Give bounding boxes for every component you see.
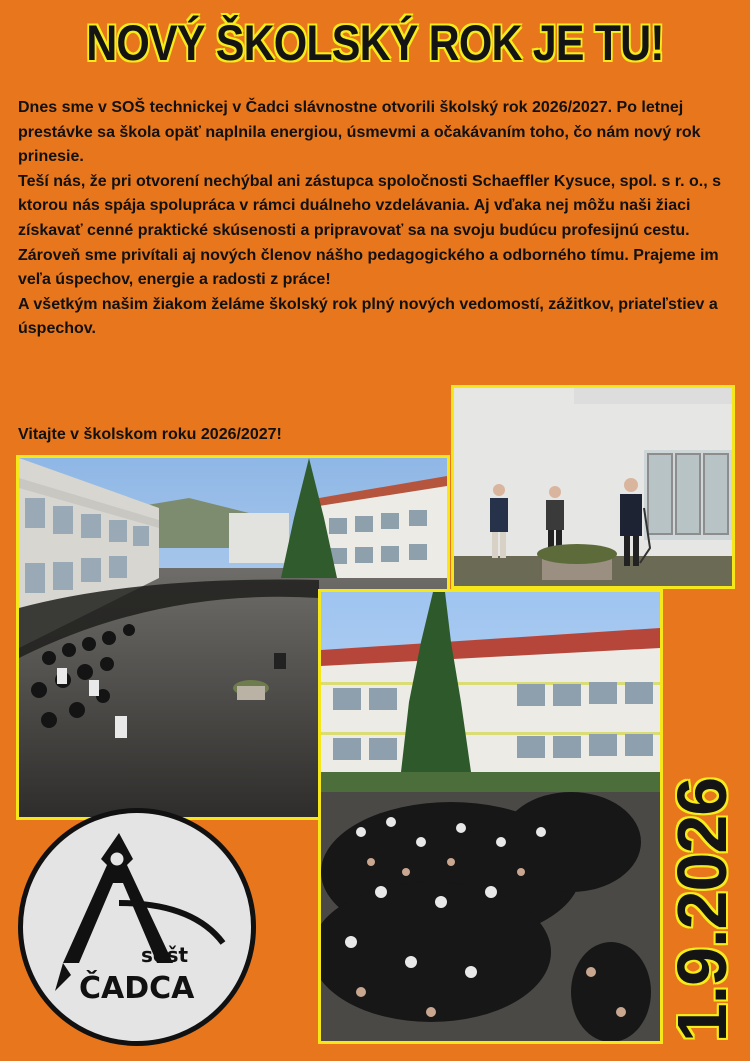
event-date: 1.9.2026	[663, 777, 741, 1043]
assembly-image	[321, 592, 660, 1041]
logo-text-sost: sošt	[141, 943, 189, 967]
poster-headline: NOVÝ ŠKOLSKÝ ROK JE TU!	[86, 15, 664, 71]
paragraph-partner: Teší nás, že pri otvorení nechýbal ani zástupca spoločnosti Schaeffler Kysuce, spol. s r. o., s ktorou nás spája spolupráca v rámci duálneho vzdelávania. Aj vďaka nej môžu naši žiaci získavať cenné praktické skúsenosti a pripravovať sa na svoju budúcu profesijnú cestu.	[18, 172, 722, 239]
drafting-compass-icon	[23, 813, 251, 1041]
paragraph-opening: Dnes sme v SOŠ technickej v Čadci slávnostne otvorili školský rok 2026/2027. Po letnej prestávke sa škola opäť naplnila energiou, úsmevmi a očakávaním toho, čo nám nový rok prinesie.	[18, 99, 701, 166]
paragraph-wishes: A všetkým našim žiakom želáme školský rok plný nových vedomostí, zážitkov, priateľstiev a úspechov.	[18, 295, 718, 338]
photo-speakers	[451, 385, 735, 589]
paragraph-new-staff: Zároveň sme privítali aj nových členov nášho pedagogického a odborného tímu. Prajeme im veľa úspechov, energie a radosti z práce!	[18, 246, 719, 289]
school-logo	[18, 808, 256, 1046]
speakers-image	[454, 388, 732, 586]
logo-text-cadca: ČADCA	[79, 971, 195, 1006]
announcement-text	[18, 96, 738, 342]
welcome-line: Vitajte v školskom roku 2026/2027!	[18, 426, 282, 443]
photo-students-assembly	[318, 589, 663, 1044]
